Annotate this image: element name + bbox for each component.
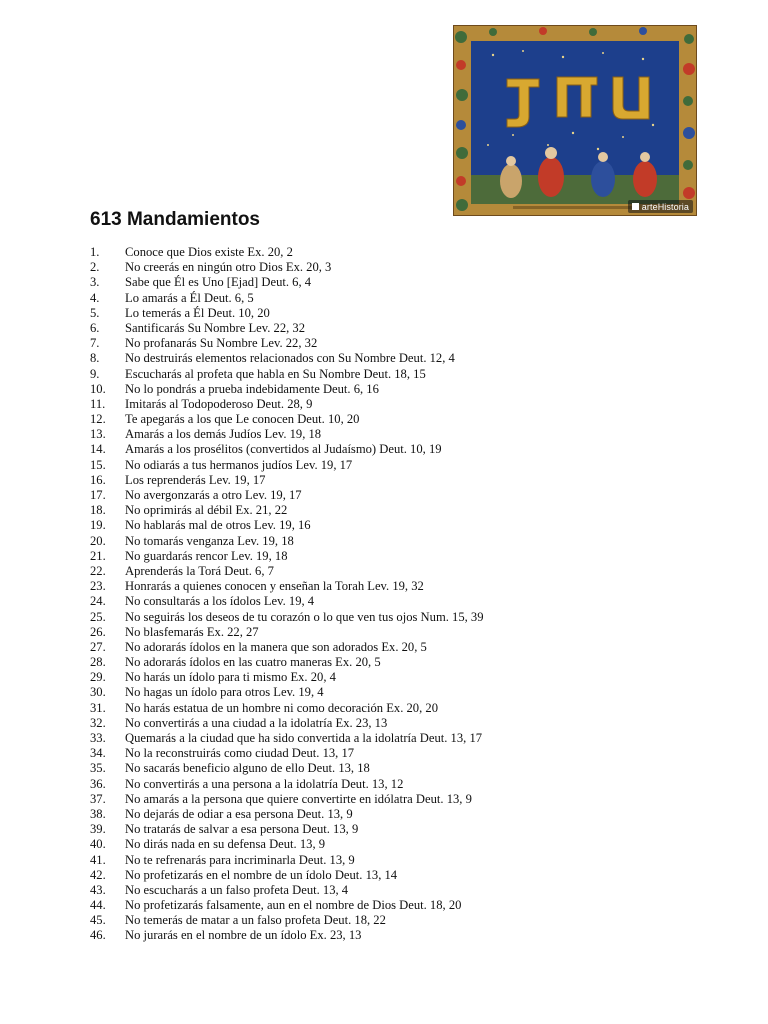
- commandment-text: No destruirás elementos relacionados con Su Nombre Deut. 12, 4: [125, 351, 455, 366]
- commandment-text: No harás estatua de un hombre ni como decoración Ex. 20, 20: [125, 700, 438, 715]
- watermark-logo-icon: [632, 203, 639, 210]
- commandment-text: Amarás a los prosélitos (convertidos al Judaísmo) Deut. 10, 19: [125, 442, 442, 457]
- commandment-item: [90, 306, 730, 321]
- commandment-text: No consultarás a los ídolos Lev. 19, 4: [125, 594, 315, 609]
- commandment-number: 5.: [90, 305, 100, 320]
- commandment-number: 35.: [90, 761, 106, 776]
- commandment-item: [90, 594, 730, 609]
- commandment-item: [90, 549, 730, 564]
- commandment-text: No jurarás en el nombre de un ídolo Ex. 23, 13: [125, 928, 362, 943]
- commandment-number: 18.: [90, 503, 106, 518]
- commandment-item: [90, 579, 730, 594]
- commandment-number: 17.: [90, 488, 106, 502]
- commandment-number: 38.: [90, 806, 106, 821]
- commandment-number: 9.: [90, 366, 100, 381]
- commandment-item: [90, 716, 730, 731]
- commandment-number: 40.: [90, 837, 106, 852]
- commandment-item: [90, 321, 730, 336]
- commandment-item: [90, 625, 730, 640]
- commandment-item: [90, 458, 730, 473]
- document-title: 613 Mandamientos: [90, 209, 260, 230]
- commandment-text: No guardarás rencor Lev. 19, 18: [125, 548, 288, 563]
- commandment-number: 16.: [90, 472, 106, 487]
- commandment-text: Honrarás a quienes conocen y enseñan la Torah Lev. 19, 32: [125, 579, 424, 594]
- commandment-item: [90, 275, 730, 290]
- commandment-item: [90, 761, 730, 776]
- commandment-text: No sacarás beneficio alguno de ello Deut. 13, 18: [125, 761, 370, 776]
- commandment-text: Amarás a los demás Judíos Lev. 19, 18: [125, 427, 322, 442]
- commandment-text: Escucharás al profeta que habla en Su Nombre Deut. 18, 15: [125, 366, 426, 381]
- commandment-text: No dejarás de odiar a esa persona Deut. 13, 9: [125, 806, 353, 821]
- commandment-number: 12.: [90, 412, 106, 427]
- commandment-item: [90, 382, 730, 397]
- commandment-text: Sabe que Él es Uno [Ejad] Deut. 6, 4: [125, 275, 312, 290]
- commandment-item: [90, 853, 730, 868]
- commandment-item: [90, 503, 730, 518]
- commandment-text: No odiarás a tus hermanos judíos Lev. 19, 17: [125, 457, 353, 472]
- commandment-text: No tomarás venganza Lev. 19, 18: [125, 533, 294, 548]
- commandment-number: 15.: [90, 457, 106, 472]
- commandment-number: 25.: [90, 609, 106, 624]
- commandment-number: 45.: [90, 913, 106, 928]
- commandment-text: No convertirás a una ciudad a la idolatría Ex. 23, 13: [125, 715, 388, 730]
- commandment-text: No hablarás mal de otros Lev. 19, 16: [125, 518, 311, 533]
- commandment-text: No avergonzarás a otro Lev. 19, 17: [125, 488, 302, 502]
- commandment-item: [90, 291, 730, 306]
- commandment-text: No convertirás a una persona a la idolatría Deut. 13, 12: [125, 776, 404, 791]
- commandment-number: 37.: [90, 791, 106, 806]
- commandment-text: Los reprenderás Lev. 19, 17: [125, 472, 266, 487]
- commandment-number: 27.: [90, 639, 106, 654]
- commandment-number: 10.: [90, 381, 106, 396]
- commandment-text: No tratarás de salvar a esa persona Deut. 13, 9: [125, 822, 359, 837]
- commandment-text: No oprimirás al débil Ex. 21, 22: [125, 503, 288, 518]
- commandment-number: 29.: [90, 670, 106, 685]
- commandment-text: No temerás de matar a un falso profeta Deut. 18, 22: [125, 913, 386, 928]
- commandment-item: [90, 442, 730, 457]
- commandment-text: No te refrenarás para incriminarla Deut. 13, 9: [125, 852, 355, 867]
- commandment-item: [90, 473, 730, 488]
- commandment-item: [90, 746, 730, 761]
- commandment-text: No adorarás ídolos en las cuatro maneras Ex. 20, 5: [125, 655, 381, 670]
- commandment-text: No la reconstruirás como ciudad Deut. 13, 17: [125, 746, 355, 761]
- commandment-text: No blasfemarás Ex. 22, 27: [125, 624, 259, 639]
- commandment-text: No dirás nada en su defensa Deut. 13, 9: [125, 837, 326, 852]
- commandment-item: [90, 883, 730, 898]
- commandment-text: No profanarás Su Nombre Lev. 22, 32: [125, 336, 318, 351]
- commandment-text: No hagas un ídolo para otros Lev. 19, 4: [125, 685, 324, 700]
- commandment-number: 6.: [90, 320, 100, 335]
- commandment-text: No profetizarás falsamente, aun en el nombre de Dios Deut. 18, 20: [125, 898, 462, 913]
- commandment-text: Conoce que Dios existe Ex. 20, 2: [125, 245, 293, 259]
- commandment-item: [90, 245, 730, 260]
- commandment-text: Imitarás al Todopoderoso Deut. 28, 9: [125, 396, 313, 411]
- commandment-number: 24.: [90, 594, 106, 609]
- commandment-item: [90, 397, 730, 412]
- commandment-number: 2.: [90, 260, 100, 275]
- commandment-number: 46.: [90, 928, 106, 943]
- commandment-item: [90, 610, 730, 625]
- commandment-text: No harás un ídolo para ti mismo Ex. 20, 4: [125, 670, 336, 685]
- commandment-number: 32.: [90, 715, 106, 730]
- commandment-item: [90, 564, 730, 579]
- watermark-text: arteHistoria: [641, 201, 689, 212]
- commandment-text: No amarás a la persona que quiere convertirte en idólatra Deut. 13, 9: [125, 791, 472, 806]
- commandment-item: [90, 731, 730, 746]
- commandment-text: No lo pondrás a prueba indebidamente Deut. 6, 16: [125, 381, 379, 396]
- commandment-number: 43.: [90, 882, 106, 897]
- commandment-item: [90, 685, 730, 700]
- commandment-text: No adorarás ídolos en la manera que son adorados Ex. 20, 5: [125, 639, 427, 654]
- commandment-item: [90, 792, 730, 807]
- commandment-item: [90, 427, 730, 442]
- commandment-number: 42.: [90, 867, 106, 882]
- commandment-number: 41.: [90, 852, 106, 867]
- commandment-number: 11.: [90, 396, 106, 411]
- commandment-item: [90, 336, 730, 351]
- commandment-number: 33.: [90, 731, 106, 745]
- commandment-list: [90, 245, 730, 944]
- commandment-item: [90, 655, 730, 670]
- commandment-number: 14.: [90, 442, 106, 457]
- commandment-item: [90, 701, 730, 716]
- commandment-text: Lo temerás a Él Deut. 10, 20: [125, 305, 270, 320]
- manuscript-illustration: [453, 25, 697, 216]
- commandment-item: [90, 868, 730, 883]
- commandment-number: 28.: [90, 655, 106, 670]
- commandment-item: [90, 534, 730, 549]
- commandment-number: 7.: [90, 336, 100, 351]
- commandment-text: No escucharás a un falso profeta Deut. 13, 4: [125, 882, 349, 897]
- commandment-number: 8.: [90, 351, 100, 366]
- commandment-number: 3.: [90, 275, 100, 290]
- illuminated-manuscript-image: [453, 25, 697, 216]
- commandment-text: Aprenderás la Torá Deut. 6, 7: [125, 563, 274, 578]
- commandment-number: 36.: [90, 776, 106, 791]
- commandment-number: 30.: [90, 685, 106, 700]
- commandment-number: 1.: [90, 245, 100, 259]
- commandment-number: 19.: [90, 518, 106, 533]
- commandment-item: [90, 518, 730, 533]
- arteHistoria-watermark: [628, 200, 693, 213]
- commandment-item: [90, 412, 730, 427]
- commandment-text: Lo amarás a Él Deut. 6, 5: [125, 290, 254, 305]
- commandment-number: 39.: [90, 822, 106, 837]
- commandment-item: [90, 640, 730, 655]
- commandment-text: Santificarás Su Nombre Lev. 22, 32: [125, 320, 306, 335]
- commandment-number: 4.: [90, 290, 100, 305]
- commandment-number: 20.: [90, 533, 106, 548]
- commandment-item: [90, 822, 730, 837]
- commandment-item: [90, 367, 730, 382]
- commandment-item: [90, 670, 730, 685]
- commandment-text: Quemarás a la ciudad que ha sido convertida a la idolatría Deut. 13, 17: [125, 731, 483, 745]
- commandment-item: [90, 898, 730, 913]
- commandment-item: [90, 928, 730, 943]
- commandment-item: [90, 488, 730, 503]
- commandment-item: [90, 260, 730, 275]
- commandment-text: No profetizarás en el nombre de un ídolo Deut. 13, 14: [125, 867, 398, 882]
- commandment-text: No seguirás los deseos de tu corazón o lo que ven tus ojos Num. 15, 39: [125, 609, 484, 624]
- commandment-text: Te apegarás a los que Le conocen Deut. 10, 20: [125, 412, 360, 427]
- commandment-item: [90, 913, 730, 928]
- commandment-item: [90, 777, 730, 792]
- commandment-number: 13.: [90, 427, 106, 442]
- commandment-number: 23.: [90, 579, 106, 594]
- commandment-number: 22.: [90, 563, 106, 578]
- commandment-number: 21.: [90, 548, 106, 563]
- commandment-item: [90, 837, 730, 852]
- commandment-number: 26.: [90, 624, 106, 639]
- commandment-number: 31.: [90, 700, 106, 715]
- commandment-item: [90, 351, 730, 366]
- commandment-text: No creerás en ningún otro Dios Ex. 20, 3: [125, 260, 332, 275]
- commandment-number: 34.: [90, 746, 106, 761]
- commandment-number: 44.: [90, 898, 106, 913]
- commandment-item: [90, 807, 730, 822]
